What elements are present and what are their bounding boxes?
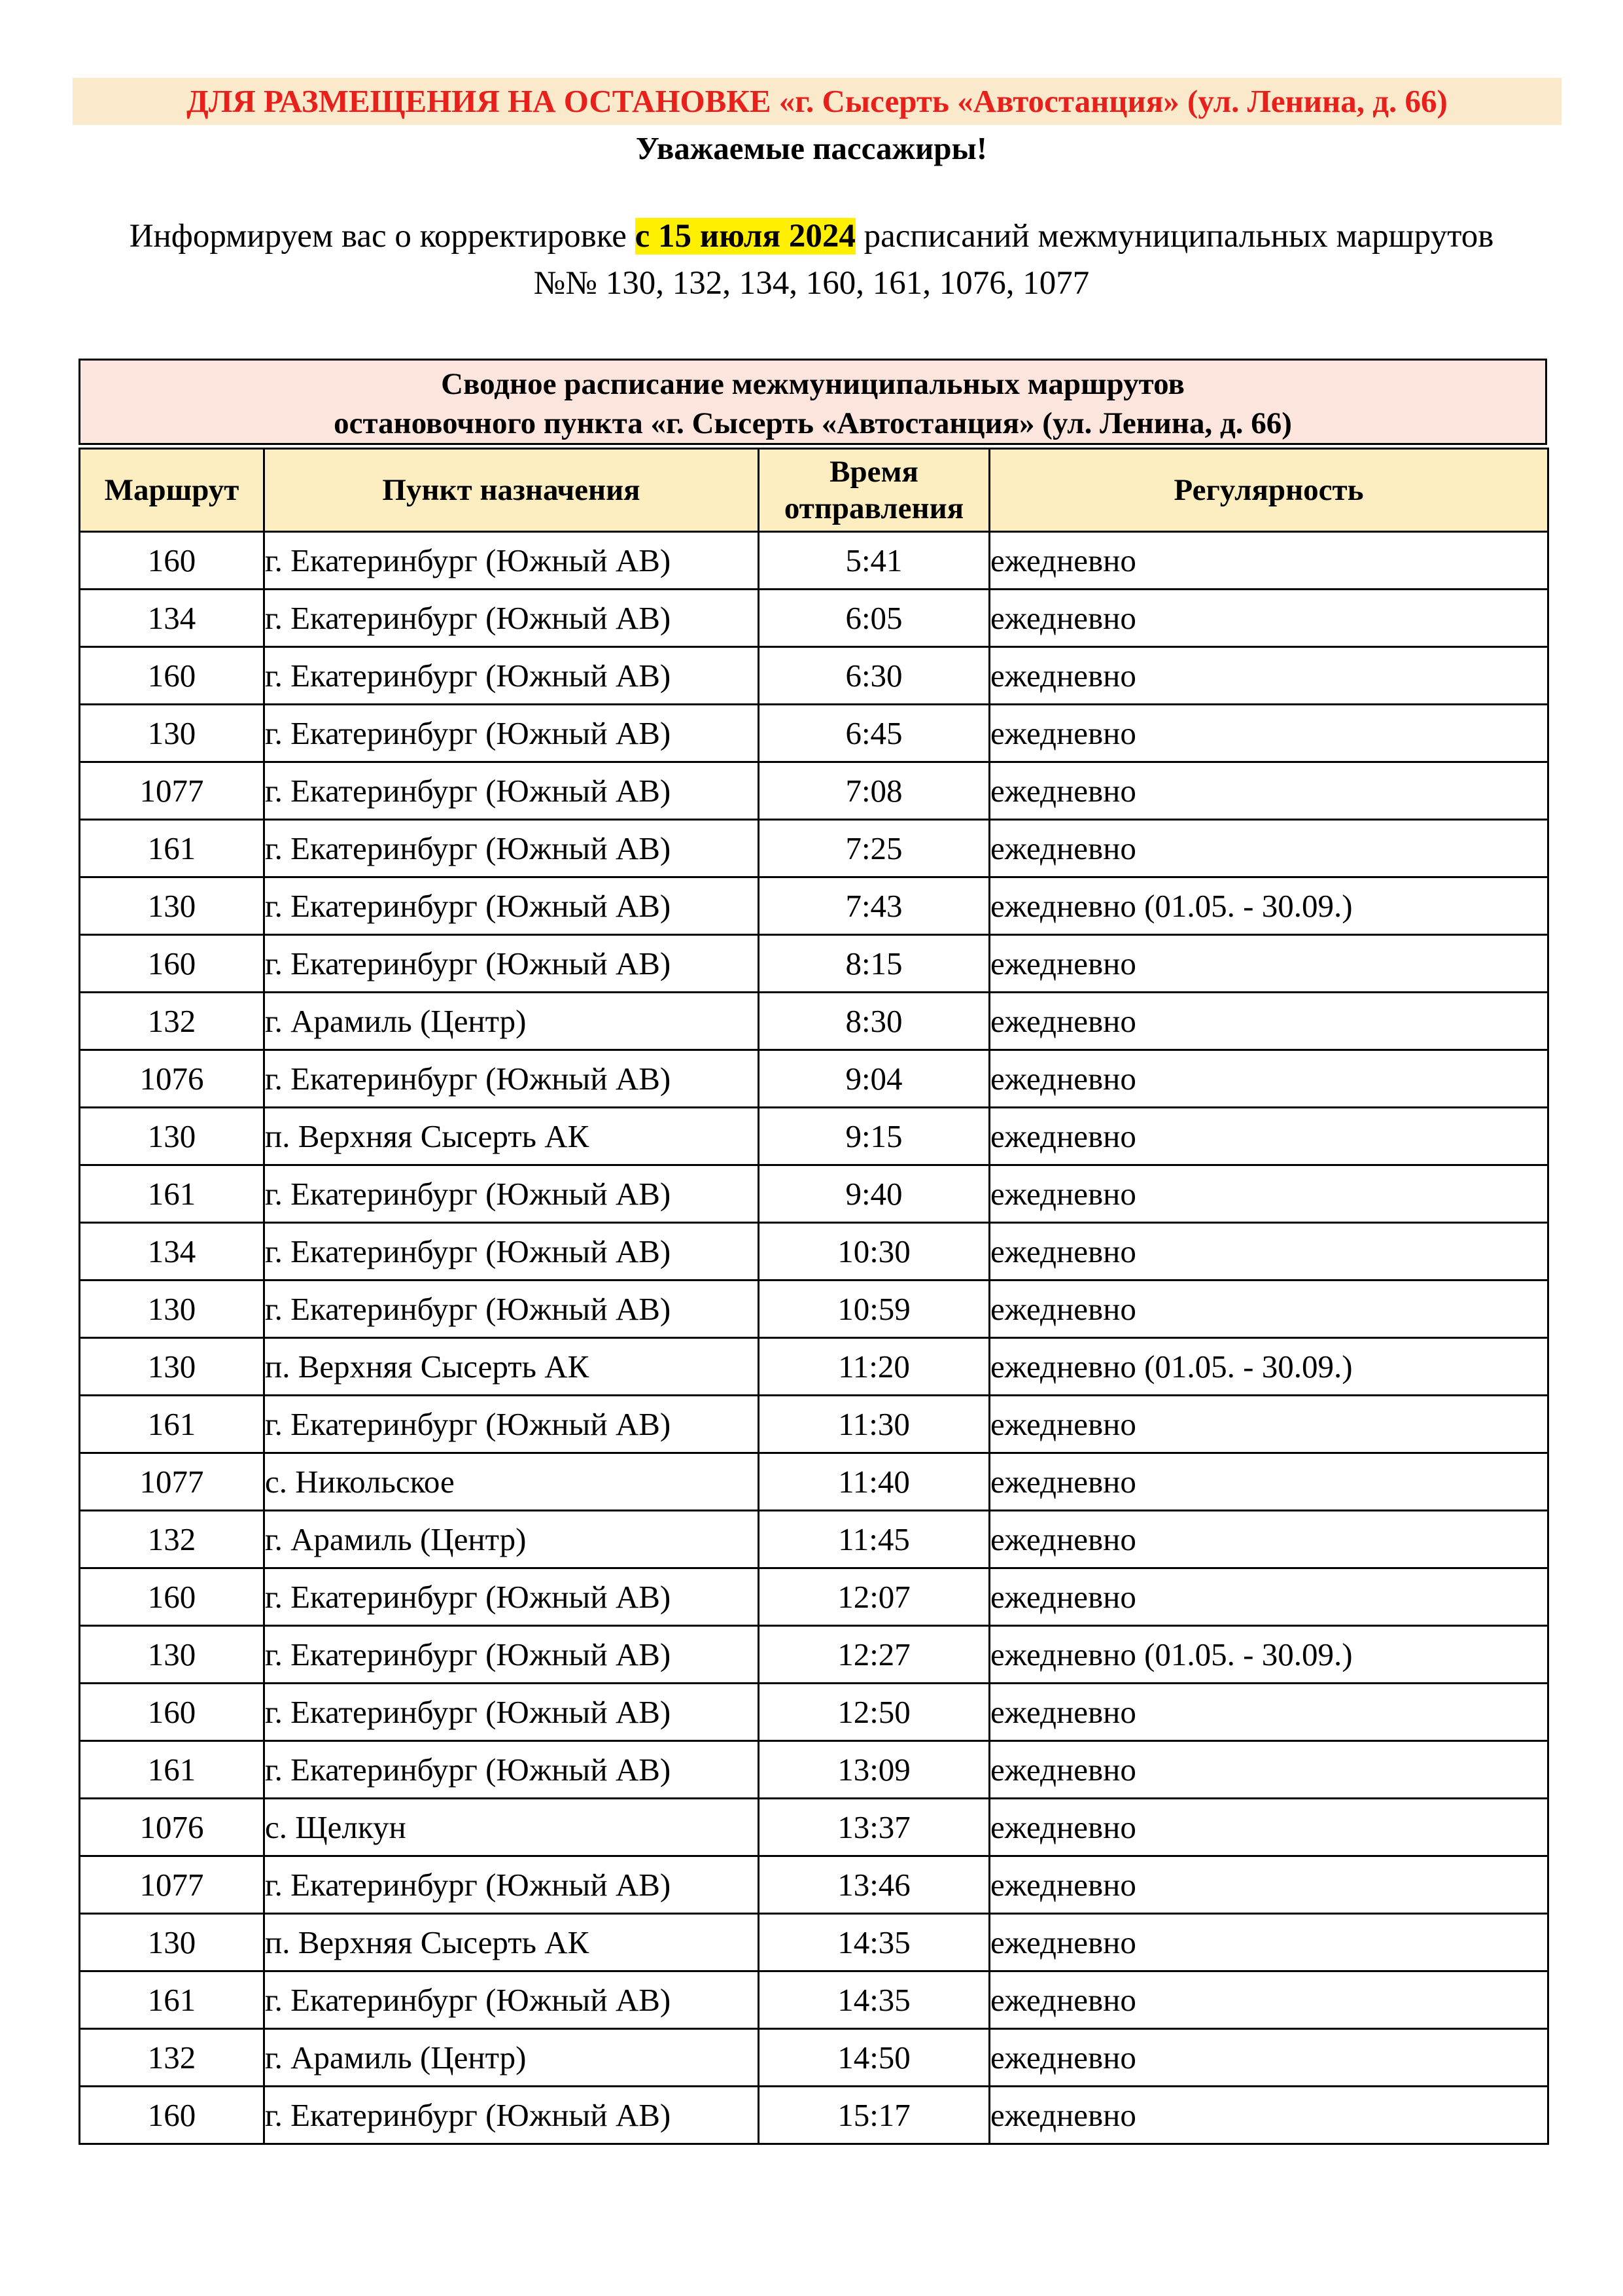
destination-cell: г. Екатеринбург (Южный АВ) [264, 1050, 759, 1108]
route-cell: 161 [80, 1396, 264, 1453]
route-cell: 1077 [80, 1453, 264, 1511]
routes-list: №№ 130, 132, 134, 160, 161, 1076, 1077 [533, 265, 1090, 302]
table-row [80, 1050, 1548, 1108]
departure-time-cell: 12:50 [759, 1684, 990, 1741]
caption-line-2: остановочного пункта «г. Сысерть «Автостанция» (ул. Ленина, д. 66) [334, 406, 1292, 440]
table-row [80, 1741, 1548, 1799]
regularity-cell: ежедневно [990, 1511, 1548, 1568]
route-cell: 160 [80, 647, 264, 705]
route-cell: 130 [80, 877, 264, 935]
destination-cell: г. Арамиль (Центр) [264, 993, 759, 1050]
departure-time-cell: 6:30 [759, 647, 990, 705]
departure-time-cell: 7:43 [759, 877, 990, 935]
route-cell: 161 [80, 820, 264, 877]
regularity-cell: ежедневно [990, 935, 1548, 993]
route-cell: 160 [80, 935, 264, 993]
route-cell: 161 [80, 1971, 264, 2029]
greeting-heading: Уважаемые пассажиры! [635, 130, 988, 166]
route-cell: 134 [80, 590, 264, 647]
departure-time-cell: 12:27 [759, 1626, 990, 1684]
regularity-cell: ежедневно [990, 1453, 1548, 1511]
departure-time-cell: 14:35 [759, 1914, 990, 1971]
departure-time-cell: 6:45 [759, 705, 990, 762]
regularity-cell: ежедневно (01.05. - 30.09.) [990, 1338, 1548, 1396]
route-cell: 1077 [80, 762, 264, 820]
route-cell: 130 [80, 1914, 264, 1971]
departure-time-cell: 7:08 [759, 762, 990, 820]
departure-time-cell: 15:17 [759, 2087, 990, 2144]
destination-cell: г. Арамиль (Центр) [264, 1511, 759, 1568]
route-cell: 160 [80, 1684, 264, 1741]
table-row [80, 1165, 1548, 1223]
route-cell: 132 [80, 993, 264, 1050]
table-row [80, 1684, 1548, 1741]
regularity-cell: ежедневно [990, 1971, 1548, 2029]
table-row [80, 993, 1548, 1050]
route-cell: 130 [80, 1108, 264, 1165]
departure-time-cell: 13:09 [759, 1741, 990, 1799]
table-row [80, 1856, 1548, 1914]
departure-time-cell: 8:30 [759, 993, 990, 1050]
regularity-cell: ежедневно [990, 1223, 1548, 1280]
destination-cell: г. Екатеринбург (Южный АВ) [264, 532, 759, 590]
regularity-cell: ежедневно [990, 1108, 1548, 1165]
schedule-table [79, 448, 1549, 2145]
route-cell: 1076 [80, 1799, 264, 1856]
table-row [80, 820, 1548, 877]
regularity-cell: ежедневно [990, 532, 1548, 590]
header-destination: Пункт назначения [264, 449, 759, 532]
destination-cell: г. Екатеринбург (Южный АВ) [264, 762, 759, 820]
regularity-cell: ежедневно [990, 1396, 1548, 1453]
info-text-before: Информируем вас о корректировке [129, 218, 635, 255]
table-row [80, 532, 1548, 590]
regularity-cell: ежедневно [990, 1914, 1548, 1971]
destination-cell: с. Щелкун [264, 1799, 759, 1856]
destination-cell: г. Екатеринбург (Южный АВ) [264, 935, 759, 993]
destination-cell: п. Верхняя Сысерть АК [264, 1108, 759, 1165]
route-cell: 1077 [80, 1856, 264, 1914]
info-paragraph [65, 213, 1558, 307]
regularity-cell: ежедневно [990, 647, 1548, 705]
regularity-cell: ежедневно (01.05. - 30.09.) [990, 877, 1548, 935]
table-row [80, 762, 1548, 820]
departure-time-cell: 14:50 [759, 2029, 990, 2087]
route-cell: 130 [80, 705, 264, 762]
route-cell: 130 [80, 1338, 264, 1396]
destination-cell: г. Екатеринбург (Южный АВ) [264, 1165, 759, 1223]
table-row [80, 1799, 1548, 1856]
table-row [80, 1568, 1548, 1626]
table-row [80, 590, 1548, 647]
destination-cell: г. Екатеринбург (Южный АВ) [264, 1856, 759, 1914]
destination-cell: г. Екатеринбург (Южный АВ) [264, 2087, 759, 2144]
departure-time-cell: 12:07 [759, 1568, 990, 1626]
destination-cell: п. Верхняя Сысерть АК [264, 1914, 759, 1971]
departure-time-cell: 7:25 [759, 820, 990, 877]
destination-cell: г. Екатеринбург (Южный АВ) [264, 1971, 759, 2029]
regularity-cell: ежедневно [990, 2029, 1548, 2087]
regularity-cell: ежедневно [990, 820, 1548, 877]
route-cell: 134 [80, 1223, 264, 1280]
table-row [80, 1971, 1548, 2029]
departure-time-cell: 9:15 [759, 1108, 990, 1165]
header-route: Маршрут [80, 449, 264, 532]
departure-time-cell: 9:40 [759, 1165, 990, 1223]
regularity-cell: ежедневно [990, 1165, 1548, 1223]
regularity-cell: ежедневно [990, 590, 1548, 647]
table-caption [79, 359, 1547, 445]
destination-cell: г. Екатеринбург (Южный АВ) [264, 705, 759, 762]
table-row [80, 2087, 1548, 2144]
route-cell: 132 [80, 2029, 264, 2087]
table-row [80, 1223, 1548, 1280]
header-time-line-1: Время [829, 455, 918, 489]
route-cell: 130 [80, 1280, 264, 1338]
table-row [80, 1280, 1548, 1338]
departure-time-cell: 14:35 [759, 1971, 990, 2029]
departure-time-cell: 6:05 [759, 590, 990, 647]
route-cell: 1076 [80, 1050, 264, 1108]
table-row [80, 1914, 1548, 1971]
destination-cell: г. Екатеринбург (Южный АВ) [264, 647, 759, 705]
placement-banner: ДЛЯ РАЗМЕЩЕНИЯ НА ОСТАНОВКЕ «г. Сысерть «Автостанция» (ул. Ленина, д. 66) [73, 78, 1562, 125]
departure-time-cell: 13:46 [759, 1856, 990, 1914]
departure-time-cell: 11:30 [759, 1396, 990, 1453]
route-cell: 132 [80, 1511, 264, 1568]
table-row [80, 2029, 1548, 2087]
route-cell: 160 [80, 2087, 264, 2144]
header-regularity: Регулярность [990, 449, 1548, 532]
departure-time-cell: 8:15 [759, 935, 990, 993]
departure-time-cell: 10:59 [759, 1280, 990, 1338]
destination-cell: г. Екатеринбург (Южный АВ) [264, 590, 759, 647]
table-row [80, 1511, 1548, 1568]
route-cell: 161 [80, 1741, 264, 1799]
regularity-cell: ежедневно [990, 2087, 1548, 2144]
caption-line-1: Сводное расписание межмуниципальных маршрутов [441, 367, 1185, 401]
departure-time-cell: 9:04 [759, 1050, 990, 1108]
regularity-cell: ежедневно [990, 1799, 1548, 1856]
regularity-cell: ежедневно [990, 1050, 1548, 1108]
destination-cell: г. Екатеринбург (Южный АВ) [264, 1626, 759, 1684]
route-cell: 160 [80, 532, 264, 590]
table-row [80, 647, 1548, 705]
table-row [80, 935, 1548, 993]
effective-date-highlight: с 15 июля 2024 [635, 218, 856, 255]
regularity-cell: ежедневно [990, 1741, 1548, 1799]
regularity-cell: ежедневно [990, 705, 1548, 762]
regularity-cell: ежедневно [990, 762, 1548, 820]
table-row [80, 1453, 1548, 1511]
destination-cell: г. Екатеринбург (Южный АВ) [264, 1280, 759, 1338]
destination-cell: г. Екатеринбург (Южный АВ) [264, 1741, 759, 1799]
table-row [80, 1396, 1548, 1453]
header-time-line-2: отправления [784, 491, 964, 525]
destination-cell: г. Екатеринбург (Южный АВ) [264, 1684, 759, 1741]
regularity-cell: ежедневно [990, 1856, 1548, 1914]
table-row [80, 877, 1548, 935]
destination-cell: п. Верхняя Сысерть АК [264, 1338, 759, 1396]
destination-cell: г. Екатеринбург (Южный АВ) [264, 820, 759, 877]
departure-time-cell: 13:37 [759, 1799, 990, 1856]
regularity-cell: ежедневно [990, 1280, 1548, 1338]
departure-time-cell: 11:20 [759, 1338, 990, 1396]
route-cell: 160 [80, 1568, 264, 1626]
departure-time-cell: 10:30 [759, 1223, 990, 1280]
destination-cell: с. Никольское [264, 1453, 759, 1511]
table-row [80, 1108, 1548, 1165]
regularity-cell: ежедневно [990, 993, 1548, 1050]
destination-cell: г. Екатеринбург (Южный АВ) [264, 1223, 759, 1280]
destination-cell: г. Арамиль (Центр) [264, 2029, 759, 2087]
destination-cell: г. Екатеринбург (Южный АВ) [264, 1568, 759, 1626]
header-departure-time [759, 449, 990, 532]
departure-time-cell: 5:41 [759, 532, 990, 590]
info-text-after: расписаний межмуниципальных маршрутов [855, 218, 1494, 255]
route-cell: 130 [80, 1626, 264, 1684]
table-row [80, 1338, 1548, 1396]
departure-time-cell: 11:40 [759, 1453, 990, 1511]
regularity-cell: ежедневно [990, 1684, 1548, 1741]
table-row [80, 705, 1548, 762]
destination-cell: г. Екатеринбург (Южный АВ) [264, 877, 759, 935]
table-row [80, 1626, 1548, 1684]
regularity-cell: ежедневно [990, 1568, 1548, 1626]
departure-time-cell: 11:45 [759, 1511, 990, 1568]
table-header-row [80, 449, 1548, 532]
destination-cell: г. Екатеринбург (Южный АВ) [264, 1396, 759, 1453]
regularity-cell: ежедневно (01.05. - 30.09.) [990, 1626, 1548, 1684]
route-cell: 161 [80, 1165, 264, 1223]
